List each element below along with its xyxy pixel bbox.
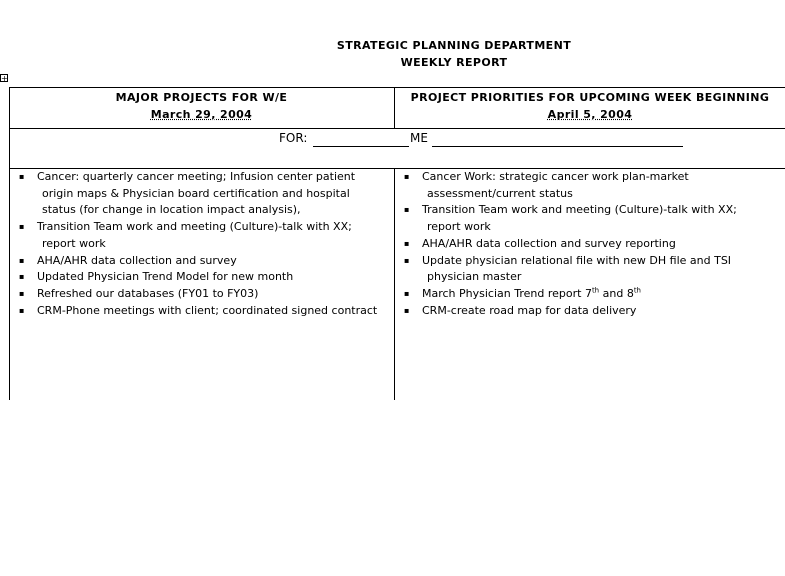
body-col-divider	[394, 168, 395, 400]
table-top-border	[9, 87, 785, 88]
list-item: ▪ Update physician relational file with new DH file and TSI physician master	[402, 253, 784, 286]
list-item: ▪ AHA/AHR data collection and survey	[17, 253, 393, 270]
list-item: ▪ Transition Team work and meeting (Culture)-talk with XX; report work	[17, 219, 393, 252]
list-item: ▪ AHA/AHR data collection and survey reporting	[402, 236, 784, 253]
right-heading: PROJECT PRIORITIES FOR UPCOMING WEEK BEGINNING	[410, 91, 770, 104]
list-item: ▪ CRM-Phone meetings with client; coordinated signed contract	[17, 303, 393, 320]
list-item: ▪ Transition Team work and meeting (Culture)-talk with XX; report work	[402, 202, 784, 235]
me-label: ME	[410, 131, 428, 145]
list-item: ▪ March Physician Trend report 7th and 8th	[402, 286, 784, 303]
for-row	[9, 129, 785, 169]
list-item: ▪ Cancer: quarterly cancer meeting; Infusion center patient origin maps & Physician board certification and hospital status (for change in location impact analysis),	[17, 169, 393, 219]
upcoming-priorities-list	[402, 169, 784, 319]
right-date: April 5, 2004	[547, 108, 633, 121]
me-blank-line[interactable]	[432, 146, 683, 147]
major-projects-list	[17, 169, 393, 319]
left-date: March 29, 2004	[150, 108, 253, 121]
list-item: ▪ Cancer Work: strategic cancer work plan-market assessment/current status	[402, 169, 784, 202]
left-heading: MAJOR PROJECTS FOR W/E	[115, 91, 288, 104]
report-title: WEEKLY REPORT	[400, 56, 508, 69]
for-label: FOR:	[279, 131, 308, 145]
list-item: ▪ Updated Physician Trend Model for new month	[17, 269, 393, 286]
right-column-header	[395, 91, 785, 121]
table-move-handle-icon[interactable]: +	[1, 74, 8, 83]
report-table	[9, 87, 785, 400]
list-item: ▪ Refreshed our databases (FY01 to FY03)	[17, 286, 393, 303]
for-blank-line[interactable]	[313, 146, 409, 147]
department-title: STRATEGIC PLANNING DEPARTMENT	[336, 39, 572, 52]
list-item: ▪ CRM-create road map for data delivery	[402, 303, 784, 320]
left-column-header	[9, 91, 394, 121]
